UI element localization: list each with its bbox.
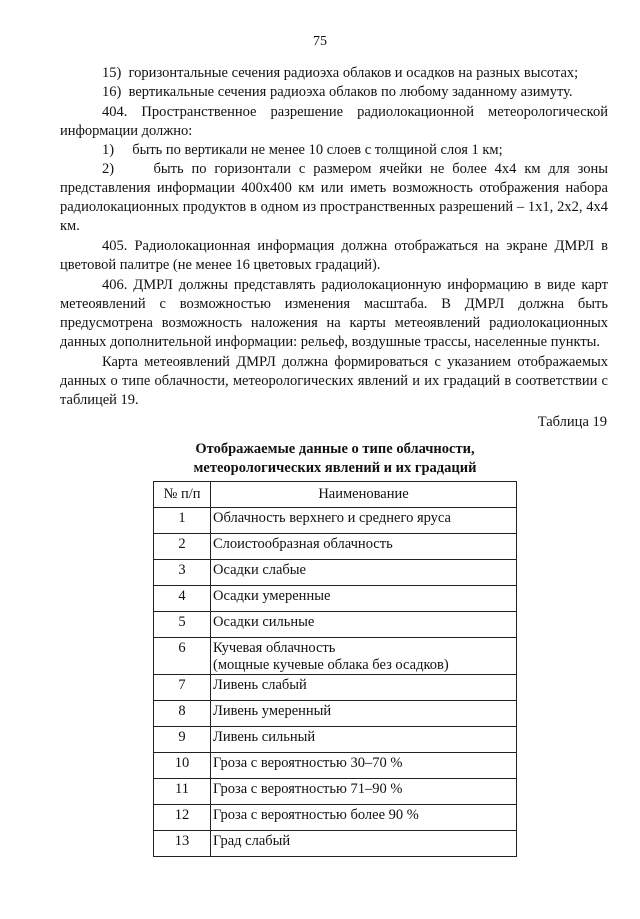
paragraph-406 <box>60 276 608 352</box>
document-body <box>60 64 608 410</box>
table-row <box>154 805 517 831</box>
row-number: 13 <box>154 831 211 857</box>
row-number: 11 <box>154 779 211 805</box>
list-item-15 <box>60 64 608 83</box>
item-number: 15) <box>102 65 122 81</box>
table-row <box>154 508 517 534</box>
item-number: 16) <box>102 84 122 100</box>
table-row <box>154 727 517 753</box>
row-number: 1 <box>154 508 211 534</box>
row-number: 9 <box>154 727 211 753</box>
row-name <box>211 638 517 675</box>
row-number: 2 <box>154 534 211 560</box>
sub-item-2 <box>60 160 608 236</box>
row-name: Гроза с вероятностью более 90 % <box>211 805 517 831</box>
row-name: Ливень сильный <box>211 727 517 753</box>
row-number: 3 <box>154 560 211 586</box>
row-name: Слоистообразная облачность <box>211 534 517 560</box>
row-number: 10 <box>154 753 211 779</box>
paragraph-text: Пространственное разрешение радиолокационной метеорологической информации должно: <box>60 104 608 139</box>
table-caption: Таблица 19 <box>537 414 607 430</box>
page-number: 75 <box>313 34 327 49</box>
table-row <box>154 534 517 560</box>
table-row <box>154 831 517 857</box>
paragraph-404 <box>60 103 608 141</box>
row-name: Осадки умеренные <box>211 586 517 612</box>
table-row <box>154 586 517 612</box>
paragraph-405 <box>60 237 608 275</box>
table-row <box>154 701 517 727</box>
row-name: Облачность верхнего и среднего яруса <box>211 508 517 534</box>
row-name-line-2: (мощные кучевые облака без осадков) <box>213 657 449 673</box>
row-name: Град слабый <box>211 831 517 857</box>
table-row <box>154 779 517 805</box>
item-text: быть по горизонтали с размером ячейки не более 4x4 км для зоны представления информации 400x400 км или иметь возможность отображения набора радиолокационных продуктов в одном из пространственных разрешений – 1x1, 2x2, 4x4 км. <box>60 161 608 234</box>
item-text: быть по вертикали не менее 10 слоев с толщиной слоя 1 км; <box>132 142 503 158</box>
data-table <box>153 481 517 857</box>
table-header-row <box>154 482 517 508</box>
paragraph-number: 404. <box>102 104 128 120</box>
item-number: 1) <box>102 142 115 158</box>
table-row <box>154 612 517 638</box>
list-item-16 <box>60 83 608 102</box>
row-number: 7 <box>154 675 211 701</box>
row-number: 4 <box>154 586 211 612</box>
row-name: Ливень умеренный <box>211 701 517 727</box>
item-text: горизонтальные сечения радиоэха облаков и осадков на разных высотах; <box>128 65 579 81</box>
paragraph-text: Радиолокационная информация должна отображаться на экране ДМРЛ в цветовой палитре (не менее 16 цветовых градаций). <box>60 238 608 273</box>
table-row <box>154 560 517 586</box>
paragraph-number: 406. <box>102 277 128 293</box>
table-title-line-2: метеорологических явлений и их градаций <box>193 460 477 476</box>
row-number: 5 <box>154 612 211 638</box>
table-row <box>154 638 517 675</box>
table-title <box>150 440 520 478</box>
paragraph-number: 405. <box>102 238 128 254</box>
table-title-line-1: Отображаемые данные о типе облачности, <box>195 441 475 457</box>
row-number: 6 <box>154 638 211 675</box>
row-name: Гроза с вероятностью 71–90 % <box>211 779 517 805</box>
table-row <box>154 675 517 701</box>
table-row <box>154 753 517 779</box>
row-name: Гроза с вероятностью 30–70 % <box>211 753 517 779</box>
row-name: Осадки сильные <box>211 612 517 638</box>
row-name-line-1: Кучевая облачность <box>213 640 336 656</box>
item-text: вертикальные сечения радиоэха облаков по любому заданному азимуту. <box>128 84 573 100</box>
header-number: № п/п <box>154 482 211 508</box>
header-name: Наименование <box>211 482 517 508</box>
row-name: Осадки слабые <box>211 560 517 586</box>
row-number: 8 <box>154 701 211 727</box>
row-name: Ливень слабый <box>211 675 517 701</box>
paragraph-text: ДМРЛ должны представлять радиолокационную информацию в виде карт метеоявлений с возможностью изменения масштаба. В ДМРЛ должна быть предусмотрена возможность наложения на карты метеоявлений радиолокационных данных дополнительной информации: рельеф, воздушные трассы, населенные пункты. <box>60 277 609 350</box>
row-number: 12 <box>154 805 211 831</box>
sub-item-1 <box>60 141 608 160</box>
paragraph-map: Карта метеоявлений ДМРЛ должна формироваться с указанием отображаемых данных о типе облачности, метеорологических явлений и их градаций в соответствии с таблицей 19. <box>60 354 608 408</box>
item-number: 2) <box>102 161 115 177</box>
